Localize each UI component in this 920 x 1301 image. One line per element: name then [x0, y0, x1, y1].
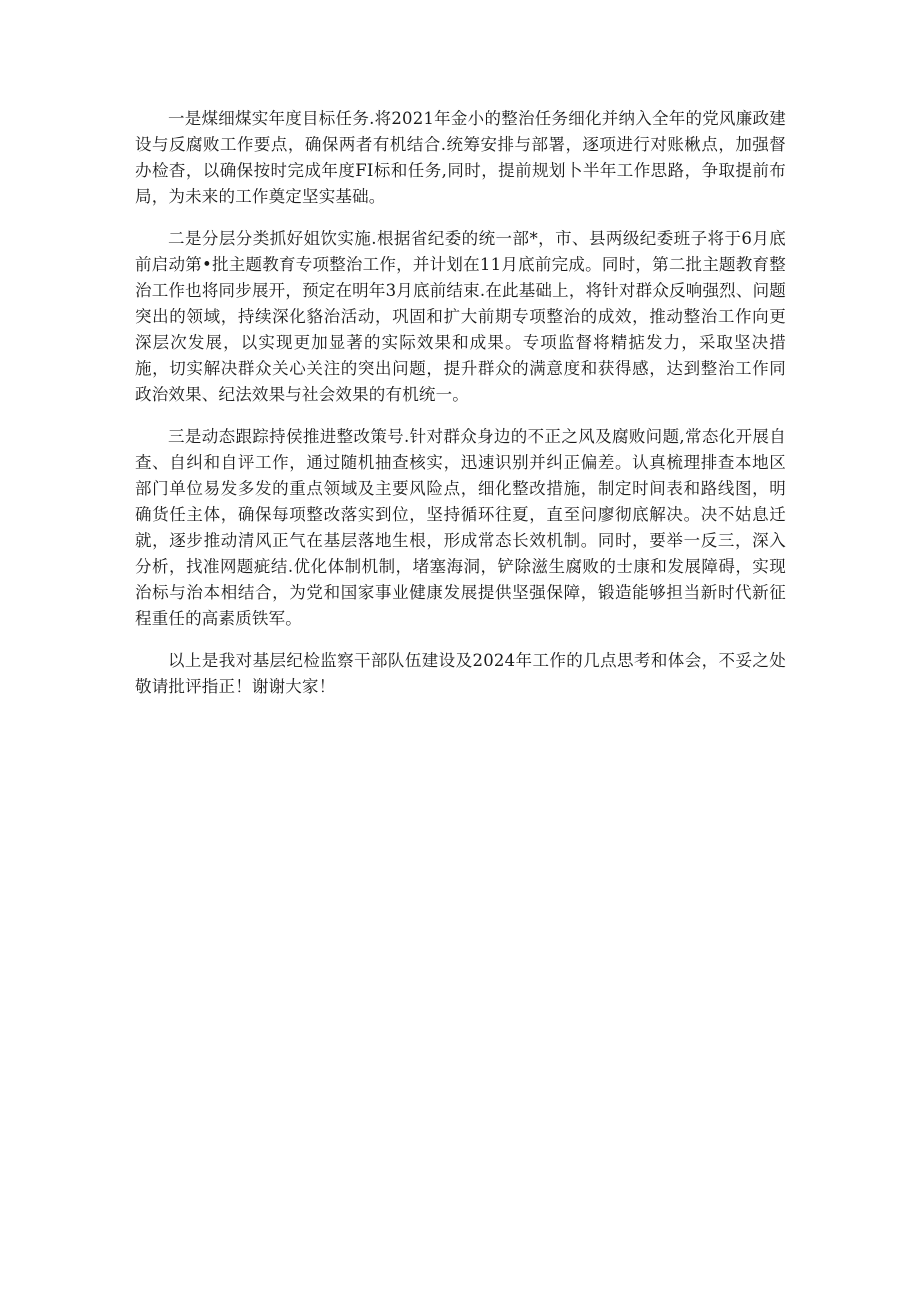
paragraph-closing-remarks: 以上是我对基层纪检监察干部队伍建设及2024年工作的几点思考和体会，不妥之处敬请批评指正！谢谢大家！ [135, 651, 786, 696]
paragraph-task-targets: 一是煤细煤实年度目标任务.将2021年金小的整治任务细化并纳入全年的党风廉政建设与反腐败工作要点，确保两者有机结合.统筹安排与部署，逐项进行对账楸点，加强督办检杳，以确保按时完成年度FI标和任务,同时，提前规划卜半年工作思路，争取提前布局，为未来的工作奠定坚实基础。 [135, 109, 786, 206]
document-body [135, 106, 786, 716]
paragraph-rectification-tracking: 三是动态跟踪持侯推进整改策号.针对群众身边的不正之风及腐败问题,常态化开展自查、自纠和自评工作，通过随机抽查核实，迅速识别并纠正偏差。认真梳理排查本地区部门单位易发多发的重点领域及主要风险点，细化整改措施，制定时间表和路线图，明确货任主体，确保每项整改落实到位，坚持循环往夏，直至问廖彻底解决。决不姑息迁就，逐步推动清风正气在基层落地生根，形成常态长效机制。同时，要举一反三，深入分析，找准网题疵结.优化体制机制，堵塞海洞，铲除滋生腐败的士康和发展障碍，实现治标与治本相结合，为党和国家事业健康发展提供坚强保障，锻造能够担当新时代新征程重任的高素质铁军。 [135, 427, 786, 628]
paragraph-layered-implementation: 二是分层分类抓好姐饮实施.根据省纪委的统一部*，市、县两级纪委班子将于6月底前启动第•批主题教育专项整治工作，并计划在11月底前完成。同时，第二批主题教育整治工作也将同步展开，预定在明年3月底前结束.在此基础上，将针对群众反响强烈、问题突出的领域，持续深化貉治活动，巩固和扩大前期专项整治的成效，推动整治工作向更深层次发展，以实现更加显著的实际效果和成果。专项监督将精掂发力，采取坚决措施，切实解决群众关心关注的突出问题，提升群众的满意度和获得感，达到整治工作同政治效果、纪法效果与社会效果的有机统一。 [135, 229, 786, 404]
